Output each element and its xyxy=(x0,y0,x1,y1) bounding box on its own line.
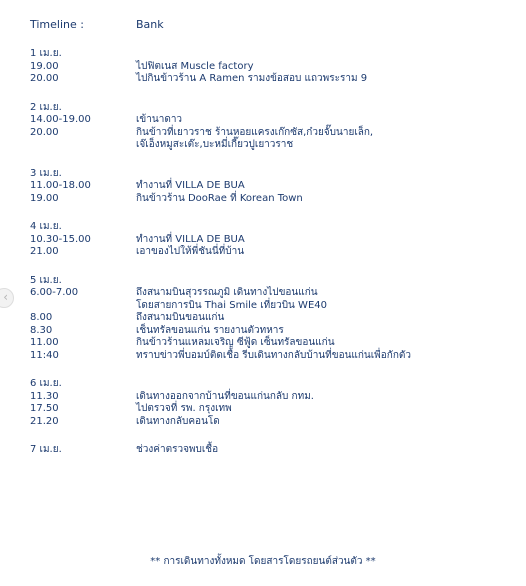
entry-description: ไปฟิตเนส Muscle factory xyxy=(136,60,254,72)
entry-description: กินข้าวที่เยาวราช ร้านหอยแครงเก๊กซัส,ก๋วยจั๊บนายเล็ก, xyxy=(136,126,374,138)
entry-description: เดินทางออกจากบ้านที่ขอนแก่นกลับ กทม. xyxy=(136,390,314,402)
timeline-entry xyxy=(30,287,510,300)
chevron-left-icon: ‹ xyxy=(3,290,8,304)
timeline-label: Timeline : xyxy=(30,17,84,31)
day-date: 6 เม.ย. xyxy=(30,378,62,389)
timeline-entry xyxy=(30,403,510,416)
timeline-entry xyxy=(30,127,510,140)
timeline-entry xyxy=(30,350,510,363)
entry-time: 19.00 xyxy=(30,192,59,204)
day-block xyxy=(30,221,510,259)
entry-time: 21.20 xyxy=(30,415,59,427)
entry-time xyxy=(30,139,136,152)
entry-description: ถึงสนามบินสุวรรณภูมิ เดินทางไปขอนแก่น xyxy=(136,287,318,298)
entry-time: 10.30-15.00 xyxy=(30,233,91,245)
entry-description: กินข้าวร้าน DooRae ที่ Korean Town xyxy=(136,192,303,204)
entry-time: 11.30 xyxy=(30,390,59,402)
timeline-entry xyxy=(30,234,510,247)
entry-time: 11.00-18.00 xyxy=(30,180,91,191)
day-block xyxy=(30,275,510,363)
entry-time: 20.00 xyxy=(30,126,59,138)
entry-time: 20.00 xyxy=(30,73,59,84)
entry-time: 11:40 xyxy=(30,349,59,361)
entry-description: ถึงสนามบินขอนแก่น xyxy=(136,312,225,323)
entry-time: 21.00 xyxy=(30,246,59,257)
location-label: Bank xyxy=(136,17,164,31)
timeline-entry xyxy=(30,73,510,86)
entry-description: เอาของไปให้พี่ชันนี่ที่บ้าน xyxy=(136,246,245,257)
day-date: 1 เม.ย. xyxy=(30,48,62,59)
previous-image-button[interactable] xyxy=(0,288,14,308)
timeline-entry xyxy=(30,193,510,206)
entry-time: 17.50 xyxy=(30,403,59,414)
day-date: 2 เม.ย. xyxy=(30,101,62,113)
entry-description: โดยสายการบิน Thai Smile เที่ยวบิน WE40 xyxy=(136,299,327,311)
timeline-entry xyxy=(30,61,510,74)
day-block xyxy=(30,102,510,152)
entry-description: ช่วงค่าตรวจพบเชื้อ xyxy=(136,444,219,455)
timeline-entry xyxy=(30,325,510,338)
timeline-entry xyxy=(30,416,510,429)
entry-time: 14.00-19.00 xyxy=(30,114,91,125)
entry-description: ทำงานที่ VILLA DE BUA xyxy=(136,180,245,191)
entry-time: 8.30 xyxy=(30,324,53,336)
day7-row xyxy=(30,444,510,457)
entry-time: 8.00 xyxy=(30,312,53,323)
day-date: 3 เม.ย. xyxy=(30,167,62,179)
timeline-entry xyxy=(30,312,510,325)
footer-note: ** การเดินทางทั้งหมด โดยสารโดยรถยนต์ส่วนตัว ** xyxy=(150,556,376,567)
day-block xyxy=(30,168,510,206)
entry-description: ทำงานที่ VILLA DE BUA xyxy=(136,233,245,245)
day-block xyxy=(30,378,510,428)
timeline-entry xyxy=(30,391,510,404)
entry-time: 11.00 xyxy=(30,337,59,348)
day-date: 7 เม.ย. xyxy=(30,444,62,455)
day-block xyxy=(30,48,510,86)
timeline-entry xyxy=(30,246,510,259)
entry-description: เจ๊เอ็งหมูสะเต๊ะ,บะหมี่เกี๊ยวปูเยาวราช xyxy=(136,139,294,150)
entry-description: ทราบข่าวพี่บอมบ์ติดเชื้อ รีบเดินทางกลับบ้านที่ขอนแก่นเพื่อกักตัว xyxy=(136,349,411,361)
entry-time: 19.00 xyxy=(30,60,59,72)
entry-description: เช็นทรัลขอนแก่น รายงานตัวทหาร xyxy=(136,324,284,336)
entry-description: เข้านาดาว xyxy=(136,114,183,125)
timeline-document xyxy=(30,14,510,457)
entry-time: 6.00-7.00 xyxy=(30,287,79,298)
timeline-entry xyxy=(30,300,510,313)
entry-time xyxy=(30,300,136,313)
timeline-header xyxy=(30,14,510,34)
timeline-entry xyxy=(30,337,510,350)
timeline-entry xyxy=(30,180,510,193)
timeline-entry xyxy=(30,114,510,127)
timeline-days xyxy=(30,48,510,428)
day-block xyxy=(30,444,510,457)
day-date: 4 เม.ย. xyxy=(30,221,62,232)
entry-description: กินข้าวร้านแหลมเจริญ ซีฟู้ด เซ็นทรัลขอนแก่น xyxy=(136,337,335,348)
entry-description: เดินทางกลับคอนโด xyxy=(136,415,220,427)
entry-description: ไปกินข้าวร้าน A Ramen รามงข้อสอบ แถวพระราม 9 xyxy=(136,73,368,84)
entry-description: ไปตรวจที่ รพ. กรุงเทพ xyxy=(136,403,232,414)
day-date: 5 เม.ย. xyxy=(30,274,62,286)
timeline-entry xyxy=(30,139,510,152)
